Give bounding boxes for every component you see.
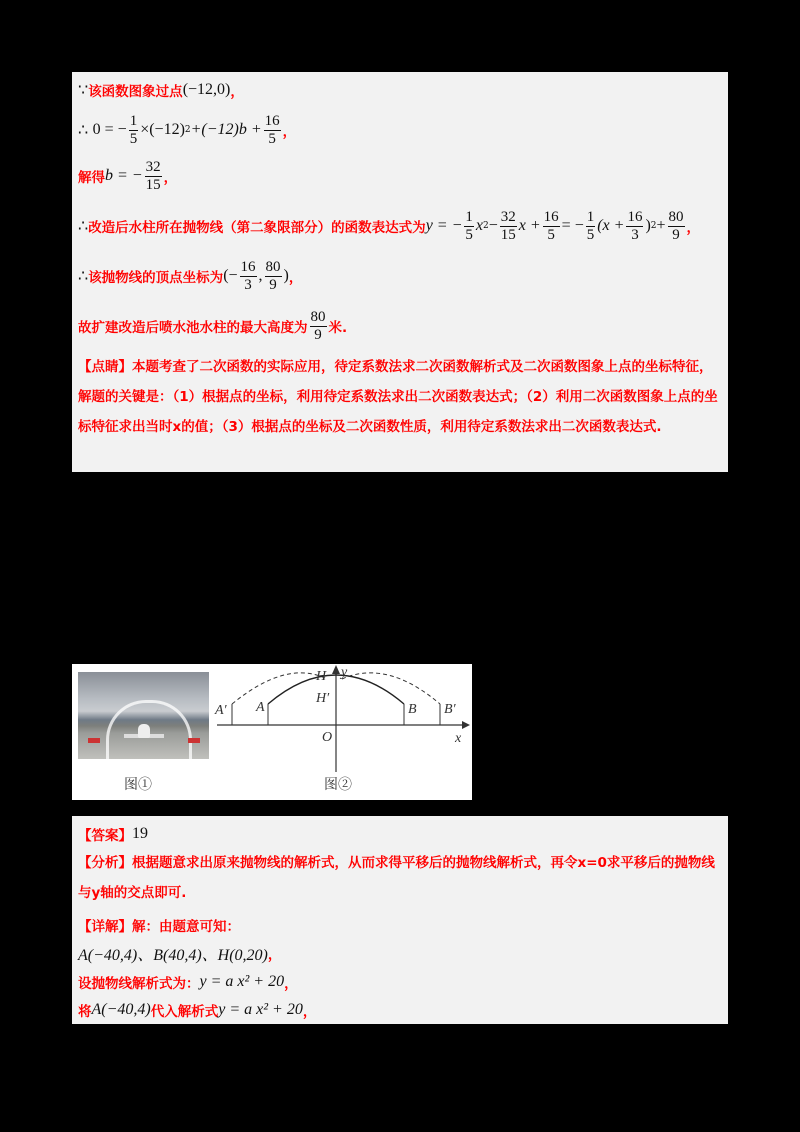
math: + <box>656 217 666 234</box>
label-h-prime: H′ <box>316 691 330 706</box>
answer-line <box>78 820 148 848</box>
parabola-diagram <box>212 664 472 774</box>
fraction <box>543 209 560 244</box>
label-y-axis: y <box>341 665 348 680</box>
denominator: 5 <box>586 226 595 243</box>
math: A(−40,4) <box>91 1001 151 1018</box>
text: 将 <box>78 1004 92 1020</box>
label-a-prime: A′ <box>215 703 227 718</box>
denominator: 5 <box>547 226 555 243</box>
denominator: 15 <box>145 176 161 193</box>
math: ) <box>645 217 651 234</box>
numerator: 80 <box>668 208 684 225</box>
math: +(−12)b + <box>190 121 262 138</box>
fraction <box>464 209 474 244</box>
fraction <box>500 209 517 244</box>
comma: ， <box>163 170 178 186</box>
numerator: 16 <box>264 112 280 129</box>
caption-figure-1: 图① <box>124 777 152 793</box>
exponent: 2 <box>483 221 489 231</box>
therefore-symbol: ∴ <box>78 218 89 235</box>
answer-label: 【答案】 <box>78 828 132 844</box>
numerator: 80 <box>265 258 281 275</box>
fraction <box>129 113 139 148</box>
numerator: 16 <box>543 208 559 225</box>
fire-truck-left <box>88 738 100 743</box>
exponent: 2 <box>184 125 191 135</box>
fraction <box>264 113 281 148</box>
answer-value: 19 <box>132 825 148 842</box>
solution-panel-bottom <box>72 816 728 1024</box>
text: 设抛物线解析式为： <box>78 976 200 992</box>
math: 0 = − <box>92 121 127 138</box>
comment-paragraph: 【点睛】本题考查了二次函数的实际应用，待定系数法求二次函数解析式及二次函数图象上点的坐标特征，解题的关键是：（1）根据点的坐标，利用待定系数法求出二次函数表达式；（2）利用二次函数图象上点的坐标特征求出当时x的值；（3）根据点的坐标及二次函数性质，利用待定系数法求出二次函数表达式. <box>78 359 718 435</box>
math-point: (−12,0) <box>182 81 231 98</box>
math: (− <box>223 267 238 284</box>
numerator: 32 <box>145 158 161 175</box>
airport-water-arch-photo <box>78 672 209 759</box>
text: 改造后水柱所在抛物线（第二象限部分）的函数表达式为 <box>88 220 426 236</box>
comma: ， <box>282 124 297 140</box>
denominator: 15 <box>500 226 516 243</box>
label-h: H <box>316 669 327 684</box>
fraction <box>145 159 162 194</box>
comma: ， <box>284 976 298 992</box>
math: = − <box>561 217 584 234</box>
math: ) <box>283 267 289 284</box>
line-max-height <box>78 306 347 346</box>
points-math: A(−40,4)、B(40,4)、H(0,20) <box>78 946 268 964</box>
fraction <box>586 209 596 244</box>
substitute-line <box>78 996 316 1024</box>
because-symbol: ∵ <box>78 82 89 99</box>
line-substitution <box>78 110 296 150</box>
text: 该函数图象过点 <box>88 84 183 100</box>
line-expression <box>78 206 700 246</box>
math: y = − <box>425 217 463 234</box>
numerator: 16 <box>627 208 643 225</box>
line-vertex <box>78 256 302 296</box>
comma: ， <box>230 84 244 100</box>
math: x + <box>518 217 541 234</box>
math: , <box>258 267 263 284</box>
exponent: 2 <box>650 221 657 231</box>
comma: ， <box>686 220 701 236</box>
line-point-passes <box>78 76 244 104</box>
therefore-symbol: ∴ <box>78 122 89 139</box>
numerator: 32 <box>500 208 516 225</box>
numerator: 1 <box>129 112 138 129</box>
label-b-prime: B′ <box>444 702 456 717</box>
math: (x + <box>597 217 625 234</box>
math: ×(−12) <box>140 121 185 138</box>
numerator: 16 <box>240 258 256 275</box>
set-expression-line <box>78 968 298 996</box>
fraction <box>626 209 643 244</box>
denominator: 9 <box>314 326 322 343</box>
label-a: A <box>256 700 265 715</box>
comma: ， <box>267 947 282 963</box>
denominator: 5 <box>129 130 138 147</box>
math: − <box>488 217 498 234</box>
math: y = a x² + 20 <box>218 1001 303 1018</box>
text: 该抛物线的顶点坐标为 <box>88 270 224 286</box>
caption-figure-2: 图② <box>324 777 352 793</box>
numerator: 1 <box>465 208 473 225</box>
math: b = − <box>105 167 143 184</box>
fraction <box>310 309 327 344</box>
text: 解得 <box>78 170 105 186</box>
detail-label: 【详解】解：由题意可知： <box>78 919 240 935</box>
denominator: 9 <box>269 276 277 293</box>
therefore-symbol: ∴ <box>78 268 89 285</box>
denominator: 5 <box>268 130 276 147</box>
denominator: 9 <box>672 226 680 243</box>
fraction <box>668 209 685 244</box>
plane-icon <box>138 724 150 738</box>
math: y = a x² + 20 <box>199 973 285 990</box>
denominator: 3 <box>244 276 252 293</box>
text: 米. <box>328 320 348 336</box>
numerator: 80 <box>310 308 326 325</box>
math: x <box>475 217 483 234</box>
analysis-paragraph: 【分析】根据题意求出原来抛物线的解析式，从而求得平移后的抛物线解析式，再令x=0求平移后的抛物线与y轴的交点即可. <box>78 855 715 901</box>
denominator: 3 <box>631 226 639 243</box>
figure-panel <box>72 664 472 800</box>
text: 故扩建改造后喷水池水柱的最大高度为 <box>78 320 308 336</box>
comma: ， <box>288 270 303 286</box>
line-solve-b <box>78 156 177 196</box>
denominator: 5 <box>465 226 473 243</box>
label-x-axis: x <box>455 731 462 746</box>
comma: ， <box>302 1004 317 1020</box>
text: 代入解析式 <box>150 1004 219 1020</box>
detail-heading <box>78 912 240 938</box>
fraction <box>265 259 282 294</box>
solution-panel-top <box>72 72 728 472</box>
fire-truck-right <box>188 738 200 743</box>
points-line <box>78 938 281 968</box>
numerator: 1 <box>586 208 595 225</box>
label-origin: O <box>322 730 333 745</box>
fraction <box>240 259 257 294</box>
label-b: B <box>408 702 417 717</box>
